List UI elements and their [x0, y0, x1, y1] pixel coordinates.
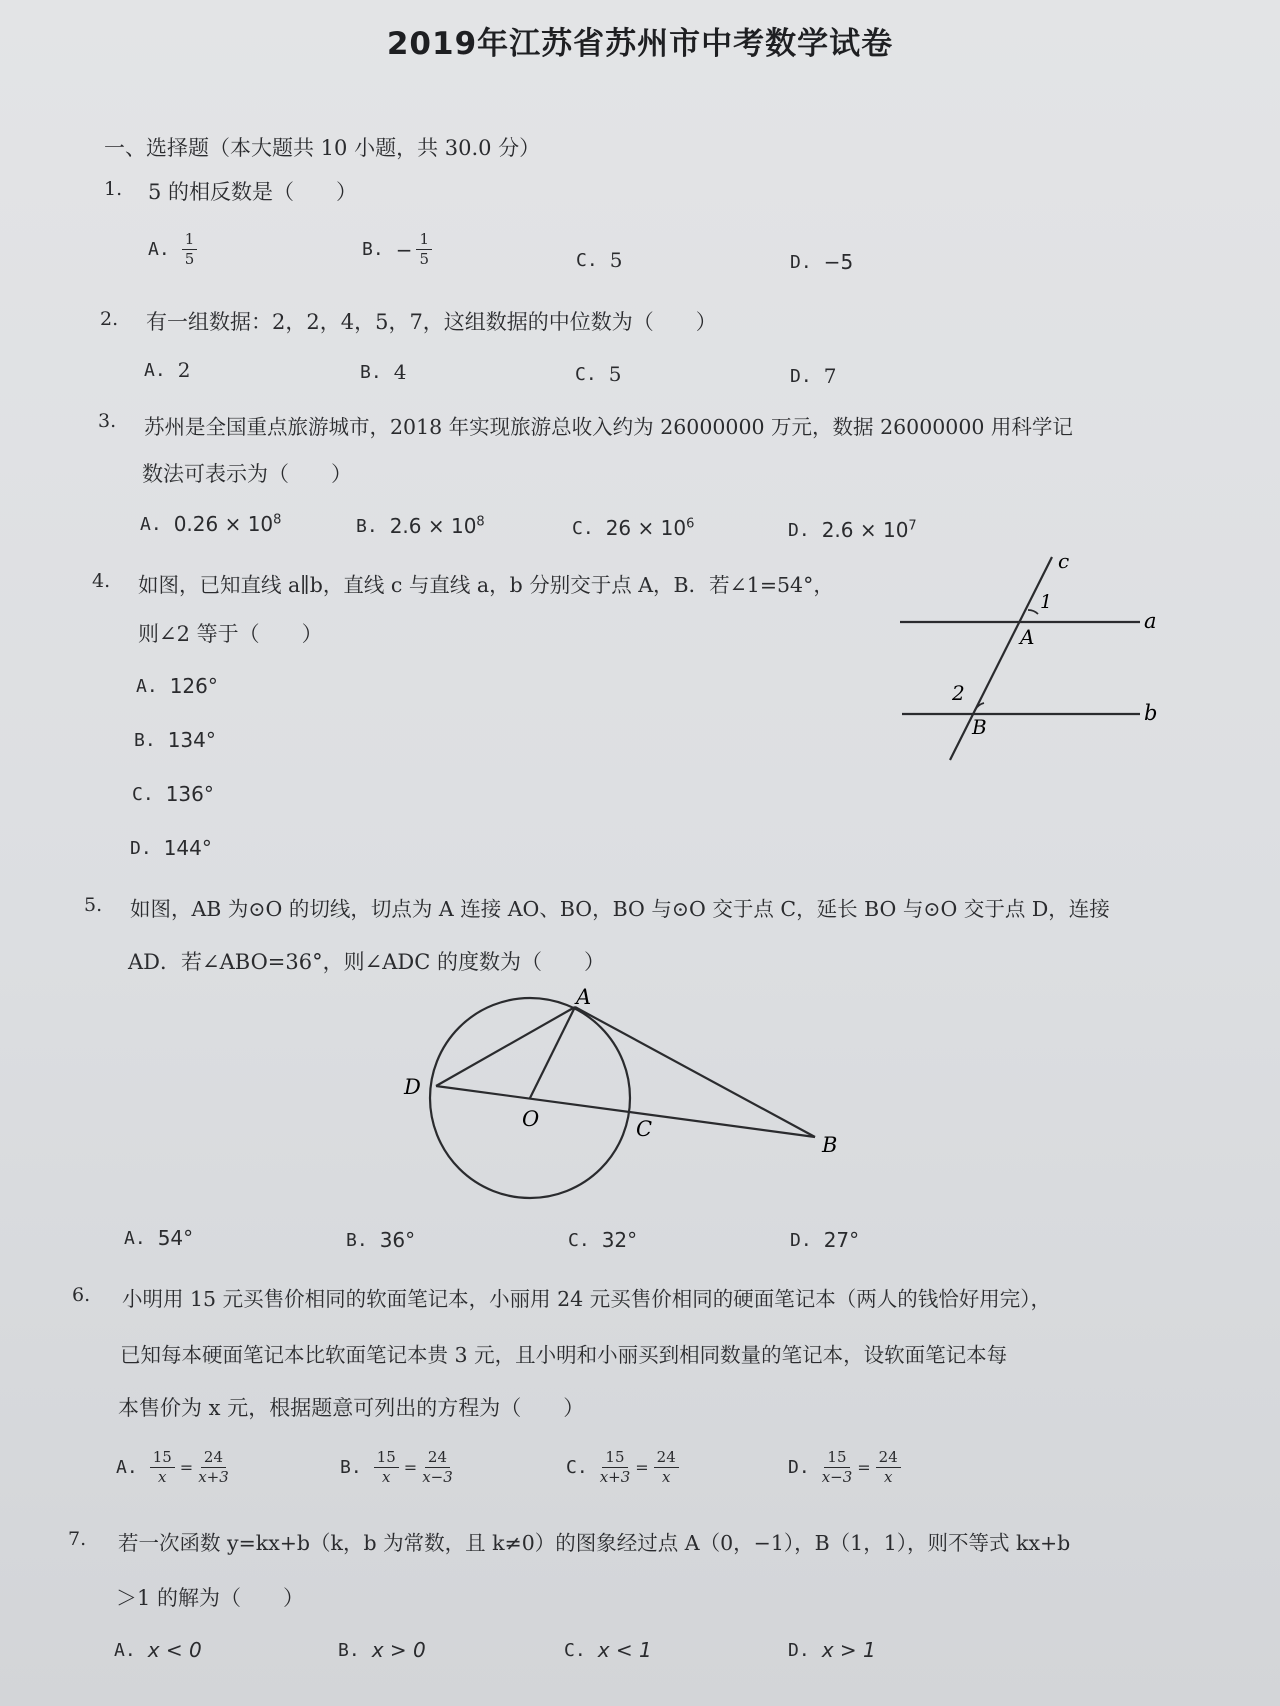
option-b[interactable]: B. $\frac{15}{x}$ = $\frac{24}{x-3}$	[340, 1448, 453, 1486]
question-number: 2.	[100, 308, 119, 330]
question-text-line-3: 本售价为 x 元，根据题意可列出的方程为（ ）	[118, 1396, 585, 1420]
circle-tangent-figure	[390, 980, 860, 1220]
question-text-line-1: 如图，已知直线 a∥b，直线 c 与直线 a，b 分别交于点 A，B．若∠1=54°，	[138, 573, 834, 597]
question-number: 7.	[68, 1528, 87, 1550]
option-d[interactable]: D. $2.6 \times 10^7$	[788, 518, 917, 542]
option-c[interactable]: C. x < 1	[564, 1638, 652, 1662]
question-text-line-2: 数法可表示为（ ）	[142, 462, 352, 486]
option-a[interactable]: A. x < 0	[114, 1638, 202, 1662]
equation: $\frac{15}{x}$ = $\frac{24}{x-3}$	[374, 1450, 453, 1485]
label-B: B	[972, 715, 987, 739]
option-value: $2.6 \times 10^8$	[389, 514, 485, 538]
option-letter: D.	[790, 251, 812, 273]
option-value: $0.26 \times 10^8$	[173, 512, 282, 536]
minus-sign: −	[395, 237, 413, 262]
label-B: B	[822, 1133, 838, 1157]
option-letter: B.	[362, 239, 384, 260]
question-number: 3.	[98, 410, 117, 432]
equation: $\frac{15}{x+3}$ = $\frac{24}{x}$	[600, 1450, 679, 1485]
question-text-line-1: 若一次函数 y=kx+b（k，b 为常数，且 k≠0）的图象经过点 A（0，−1），B（1，1），则不等式 kx+b	[118, 1531, 1071, 1555]
question-text-line-2: 已知每本硬面笔记本比软面笔记本贵 3 元，且小明和小丽买到相同数量的笔记本，设软面笔记本每	[120, 1343, 1008, 1367]
option-value: 2	[177, 358, 191, 382]
fraction: $\frac{1}{5}$	[416, 232, 432, 267]
line-c	[950, 557, 1052, 760]
option-d[interactable]: D. 7	[790, 364, 837, 388]
option-c[interactable]: C. $\frac{15}{x+3}$ = $\frac{24}{x}$	[566, 1450, 679, 1485]
option-value: 134°	[167, 728, 216, 752]
question-text-line-2: AD．若∠ABO=36°，则∠ADC 的度数为（ ）	[128, 950, 605, 974]
option-c[interactable]: C. 136°	[132, 782, 214, 806]
option-d[interactable]: D. 144°	[130, 836, 212, 860]
option-value: −5	[823, 250, 854, 274]
option-value: 5	[608, 362, 622, 386]
option-b[interactable]: B. $2.6 \times 10^8$	[356, 514, 485, 538]
option-b[interactable]	[362, 232, 432, 267]
label-b: b	[1144, 701, 1158, 725]
label-c: c	[1058, 552, 1070, 573]
angle-1-arc	[1028, 610, 1038, 614]
option-value: x < 0	[147, 1638, 202, 1662]
option-letter: C.	[576, 249, 598, 271]
option-a[interactable]	[148, 232, 197, 267]
label-1: 1	[1040, 591, 1053, 613]
option-value: $26 \times 10^6$	[605, 516, 695, 540]
option-a[interactable]: A. 126°	[136, 674, 218, 698]
label-2: 2	[952, 681, 965, 705]
question-text-line-2: ＞1 的解为（ ）	[116, 1586, 305, 1610]
option-c[interactable]	[576, 248, 622, 272]
fraction: $\frac{1}{5}$	[182, 232, 198, 267]
segment-ab	[575, 1007, 815, 1137]
equation: $\frac{15}{x-3}$ = $\frac{24}{x}$	[822, 1450, 901, 1485]
option-value: 126°	[169, 674, 218, 698]
option-c[interactable]: C. $26 \times 10^6$	[572, 516, 695, 540]
segment-ad	[436, 1007, 575, 1086]
label-A: A	[1020, 625, 1035, 649]
page-title: 2019年江苏省苏州市中考数学试卷	[386, 26, 894, 62]
option-value: 4	[393, 360, 407, 384]
question-text-line-1: 苏州是全国重点旅游城市，2018 年实现旅游总收入约为 26000000 万元，数据 26000000 用科学记	[144, 415, 1073, 439]
question-text-line-2: 则∠2 等于（ ）	[138, 622, 323, 646]
option-b[interactable]: B. x > 0	[338, 1638, 426, 1662]
option-value: 27°	[823, 1228, 860, 1252]
option-b[interactable]: B. 4	[360, 360, 407, 384]
question-text-line-1: 小明用 15 元买售价相同的软面笔记本，小丽用 24 元买售价相同的硬面笔记本（两人的钱恰好用完），	[122, 1287, 1051, 1311]
label-A: A	[576, 985, 592, 1009]
equation: $\frac{15}{x}$ = $\frac{24}{x+3}$	[150, 1450, 229, 1485]
option-value: x > 0	[371, 1638, 426, 1662]
label-D: D	[404, 1075, 421, 1099]
option-c[interactable]: C. 5	[575, 362, 622, 386]
option-a[interactable]: A. 54°	[124, 1226, 194, 1250]
question-number: 1.	[104, 178, 123, 200]
question-text: 5 的相反数是（ ）	[148, 180, 358, 204]
question-number: 6.	[72, 1284, 91, 1306]
option-value: $2.6 \times 10^7$	[821, 518, 917, 542]
option-b[interactable]: B. 134°	[134, 728, 216, 752]
option-value: 144°	[163, 836, 212, 860]
option-value: 136°	[165, 782, 214, 806]
option-a[interactable]: A. $\frac{15}{x}$ = $\frac{24}{x+3}$	[116, 1448, 229, 1486]
option-d[interactable]: D. 27°	[790, 1228, 860, 1252]
option-value: 32°	[601, 1228, 638, 1252]
option-d[interactable]	[790, 250, 853, 274]
question-number: 4.	[92, 570, 111, 592]
option-a[interactable]: A. 2	[144, 358, 191, 382]
option-letter: A.	[148, 239, 170, 260]
option-value: 54°	[157, 1226, 194, 1250]
section-heading: 一、选择题（本大题共 10 小题，共 30.0 分）	[104, 136, 541, 160]
option-d[interactable]: D. x > 1	[788, 1638, 876, 1662]
question-number: 5.	[84, 894, 103, 916]
option-d[interactable]: D. $\frac{15}{x-3}$ = $\frac{24}{x}$	[788, 1450, 901, 1485]
option-c[interactable]: C. 32°	[568, 1228, 638, 1252]
label-O: O	[522, 1107, 540, 1131]
question-text: 有一组数据：2，2，4，5，7，这组数据的中位数为（ ）	[146, 310, 717, 334]
label-C: C	[636, 1117, 653, 1141]
parallel-lines-figure	[890, 552, 1180, 772]
option-a[interactable]: A. $0.26 \times 10^8$	[140, 512, 282, 536]
option-value: 5	[609, 248, 623, 272]
label-a: a	[1144, 609, 1157, 633]
option-value: 7	[823, 364, 837, 388]
angle-2-arc	[975, 703, 984, 710]
option-value: x < 1	[597, 1638, 652, 1662]
option-value: 36°	[379, 1228, 416, 1252]
option-b[interactable]: B. 36°	[346, 1228, 416, 1252]
question-text-line-1: 如图，AB 为⊙O 的切线，切点为 A 连接 AO、BO，BO 与⊙O 交于点 C，延长 BO 与⊙O 交于点 D，连接	[130, 897, 1110, 921]
option-value: x > 1	[821, 1638, 876, 1662]
